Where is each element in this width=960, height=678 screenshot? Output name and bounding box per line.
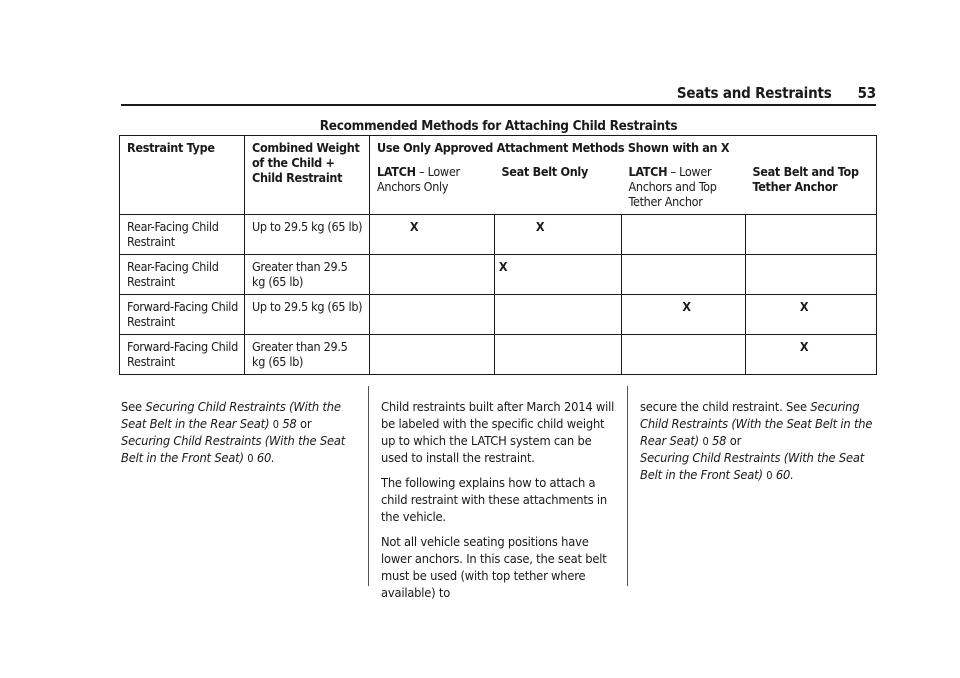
cell-seat-belt <box>495 335 622 375</box>
page-arrow-icon: 0 <box>766 469 773 482</box>
page-ref[interactable]: 60 <box>775 468 791 483</box>
cell-latch-lower: X <box>370 215 495 255</box>
section-title: Seats and Restraints <box>676 84 832 102</box>
table-row <box>120 215 877 255</box>
page-ref[interactable]: 58 <box>712 434 727 449</box>
table-title: Recommended Methods for Attaching Child Restraints <box>319 118 678 134</box>
column-divider <box>627 386 628 586</box>
cell-belt-tether <box>746 215 877 255</box>
cell-restraint-type: Forward-Facing Child Restraint <box>120 295 245 335</box>
cross-reference-paragraph <box>121 399 357 467</box>
lead-text: secure the child restraint. See <box>640 400 811 415</box>
cell-latch-tether <box>622 215 746 255</box>
table-row <box>120 295 877 335</box>
cell-weight: Up to 29.5 kg (65 lb) <box>245 295 370 335</box>
cell-weight: Greater than 29.5 kg (65 lb) <box>245 335 370 375</box>
page-arrow-icon: 0 <box>247 452 254 465</box>
cell-belt-tether: X <box>746 295 877 335</box>
reference-link[interactable]: Securing Child Restraints (With the Seat Belt in the Front Seat) <box>121 434 346 466</box>
subheader-latch-lower <box>370 160 495 215</box>
attachment-methods-table <box>119 135 877 375</box>
page-ref[interactable]: 60 <box>256 451 272 466</box>
paragraph: Child restraints built after March 2014 will be labeled with the specific child weight up to which the LATCH system can be used to install the restraint. <box>381 400 615 466</box>
column-divider <box>368 386 369 586</box>
page-arrow-icon: 0 <box>272 418 279 431</box>
cell-belt-tether <box>746 255 877 295</box>
reference-link[interactable]: Securing Child Restraints (With the Seat Belt in the Rear Seat) <box>640 400 873 449</box>
cross-reference-paragraph <box>640 399 876 484</box>
cell-latch-tether <box>622 335 746 375</box>
page-arrow-icon: 0 <box>702 435 709 448</box>
period: . <box>790 468 794 483</box>
table-header-row <box>120 136 877 161</box>
header-combined-weight: Combined Weight of the Child + Child Restraint <box>245 136 370 215</box>
subheader-seat-belt: Seat Belt Only <box>495 160 622 215</box>
cell-restraint-type: Rear-Facing Child Restraint <box>120 215 245 255</box>
header-methods: Use Only Approved Attachment Methods Shown with an X <box>370 136 877 161</box>
text-column-1 <box>121 399 357 475</box>
cell-latch-tether <box>622 255 746 295</box>
cell-belt-tether: X <box>746 335 877 375</box>
header-restraint-type: Restraint Type <box>120 136 245 215</box>
latch-label: LATCH <box>628 164 668 179</box>
page-ref[interactable]: 58 <box>282 417 297 432</box>
or-text: or <box>296 417 312 432</box>
page-header <box>121 84 876 106</box>
text-column-2 <box>381 399 621 610</box>
subheader-latch-tether <box>622 160 746 215</box>
see-text: See <box>121 400 146 415</box>
table-row <box>120 335 877 375</box>
page-number: 53 <box>857 84 876 102</box>
paragraph: The following explains how to attach a child restraint with these attachments in the vehicle. <box>381 476 608 525</box>
subheader-belt-tether: Seat Belt and Top Tether Anchor <box>746 160 877 215</box>
latch-lower-text: – Lower Anchors Only <box>377 164 460 194</box>
latch-tether-text: – Lower Anchors and Top Tether Anchor <box>628 164 717 209</box>
cell-latch-lower <box>370 295 495 335</box>
latch-label: LATCH <box>377 164 416 179</box>
cell-seat-belt: X <box>495 215 622 255</box>
cell-weight: Greater than 29.5 kg (65 lb) <box>245 255 370 295</box>
cell-latch-lower <box>370 255 495 295</box>
cell-restraint-type: Forward-Facing Child Restraint <box>120 335 245 375</box>
cell-latch-lower <box>370 335 495 375</box>
reference-link[interactable]: Securing Child Restraints (With the Seat Belt in the Rear Seat) <box>121 400 341 432</box>
or-text: or <box>726 434 742 449</box>
cell-weight: Up to 29.5 kg (65 lb) <box>245 215 370 255</box>
cell-restraint-type: Rear-Facing Child Restraint <box>120 255 245 295</box>
cell-latch-tether: X <box>622 295 746 335</box>
table-row <box>120 255 877 295</box>
paragraph: Not all vehicle seating positions have lower anchors. In this case, the seat belt must be used (with top tether where available) to <box>381 535 607 601</box>
cell-seat-belt: X <box>495 255 622 295</box>
period: . <box>271 451 275 466</box>
text-column-3 <box>640 399 876 492</box>
cell-seat-belt <box>495 295 622 335</box>
reference-link[interactable]: Securing Child Restraints (With the Seat Belt in the Front Seat) <box>640 451 865 483</box>
